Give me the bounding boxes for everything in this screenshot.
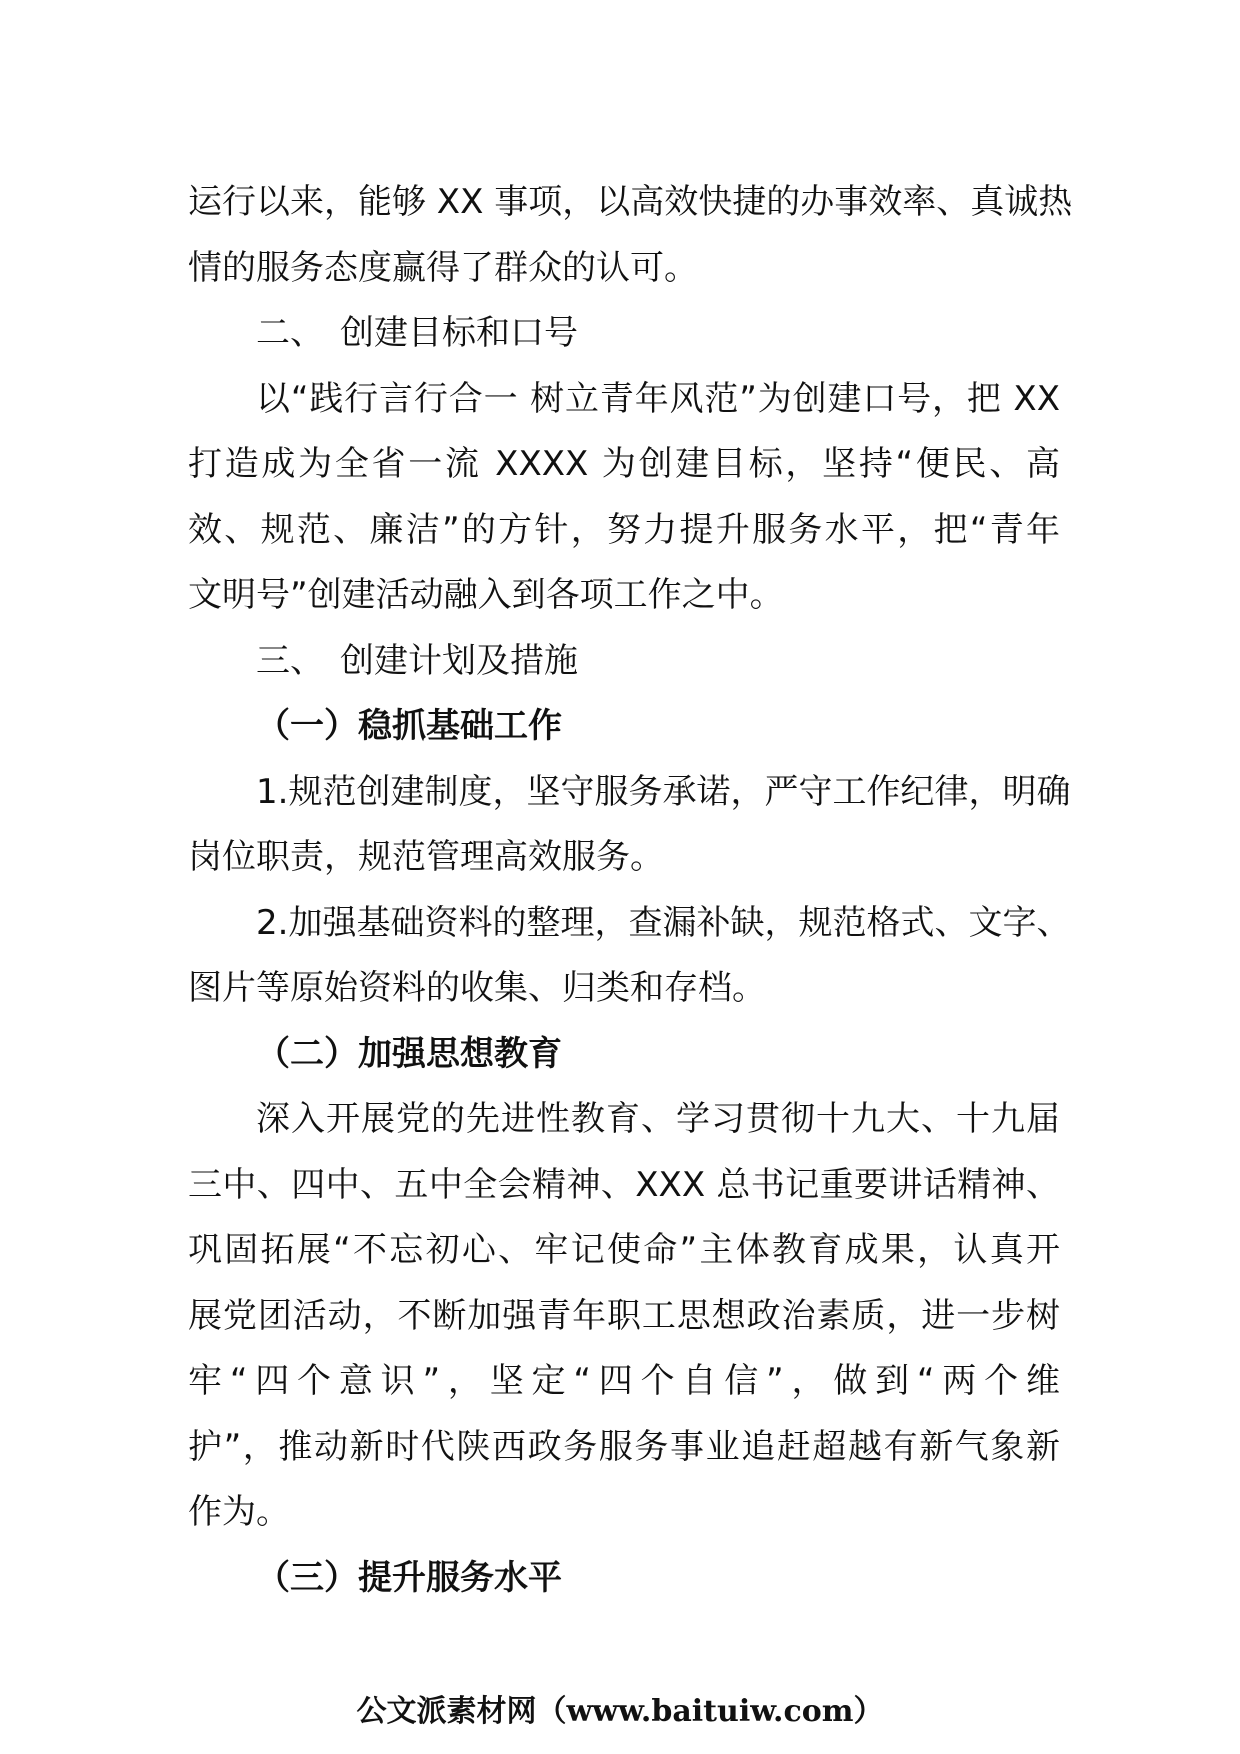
paragraph-line: 打造成为全省一流 XXXX 为创建目标，坚持“便民、高 bbox=[188, 444, 1060, 484]
paragraph bbox=[188, 760, 1071, 891]
paragraph-line: 1.规范创建制度，坚守服务承诺，严守工作纪律，明确 bbox=[256, 771, 1071, 812]
paragraph-line: 以“践行言行合一 树立青年风范”为创建口号，把 XX bbox=[256, 378, 1060, 419]
section-number: 二、 bbox=[256, 313, 324, 353]
paragraph-line: 情的服务态度赢得了群众的认可。 bbox=[188, 247, 698, 288]
section-heading bbox=[188, 629, 1060, 695]
subsection-heading: （二）加强思想教育 bbox=[256, 1033, 562, 1074]
paragraph bbox=[188, 1087, 1060, 1546]
subsection-heading: （一）稳抓基础工作 bbox=[256, 706, 562, 746]
footer-watermark: 公文派素材网（www.baituiw.com） bbox=[356, 1694, 884, 1729]
paragraph-line: 岗位职责，规范管理高效服务。 bbox=[188, 837, 664, 877]
paragraph-line: 三中、四中、五中全会精神、XXX 总书记重要讲话精神、 bbox=[188, 1164, 1060, 1205]
section-title: 创建计划及措施 bbox=[340, 640, 578, 681]
paragraph bbox=[188, 170, 1073, 301]
paragraph-line: 效、规范、廉洁”的方针，努力提升服务水平，把“青年 bbox=[188, 509, 1060, 550]
paragraph-line: 巩固拓展“不忘初心、牢记使命”主体教育成果，认真开 bbox=[188, 1230, 1060, 1270]
paragraph-line: 牢“四个意识”，坚定“四个自信”，做到“两个维 bbox=[188, 1361, 1060, 1401]
section-heading bbox=[188, 301, 1060, 367]
paragraph-line: 展党团活动，不断加强青年职工思想政治素质，进一步树 bbox=[188, 1295, 1060, 1336]
section-title: 创建目标和口号 bbox=[340, 313, 578, 353]
paragraph-line: 2.加强基础资料的整理，查漏补缺，规范格式、文字、 bbox=[256, 902, 1071, 943]
paragraph-line: 运行以来，能够 XX 事项，以高效快捷的办事效率、真诚热 bbox=[188, 182, 1073, 222]
paragraph-line: 深入开展党的先进性教育、学习贯彻十九大、十九届 bbox=[256, 1099, 1060, 1139]
section-number: 三、 bbox=[256, 640, 324, 681]
paragraph-line: 图片等原始资料的收集、归类和存档。 bbox=[188, 968, 766, 1008]
subsection-heading: （三）提升服务水平 bbox=[256, 1557, 562, 1598]
paragraph bbox=[188, 891, 1071, 1022]
paragraph-line: 作为。 bbox=[188, 1492, 290, 1532]
paragraph bbox=[188, 367, 1060, 629]
paragraph-line: 护”，推动新时代陕西政务服务事业追赶超越有新气象新 bbox=[188, 1426, 1060, 1467]
paragraph-line: 文明号”创建活动融入到各项工作之中。 bbox=[188, 575, 784, 615]
document-body bbox=[188, 170, 1073, 1611]
